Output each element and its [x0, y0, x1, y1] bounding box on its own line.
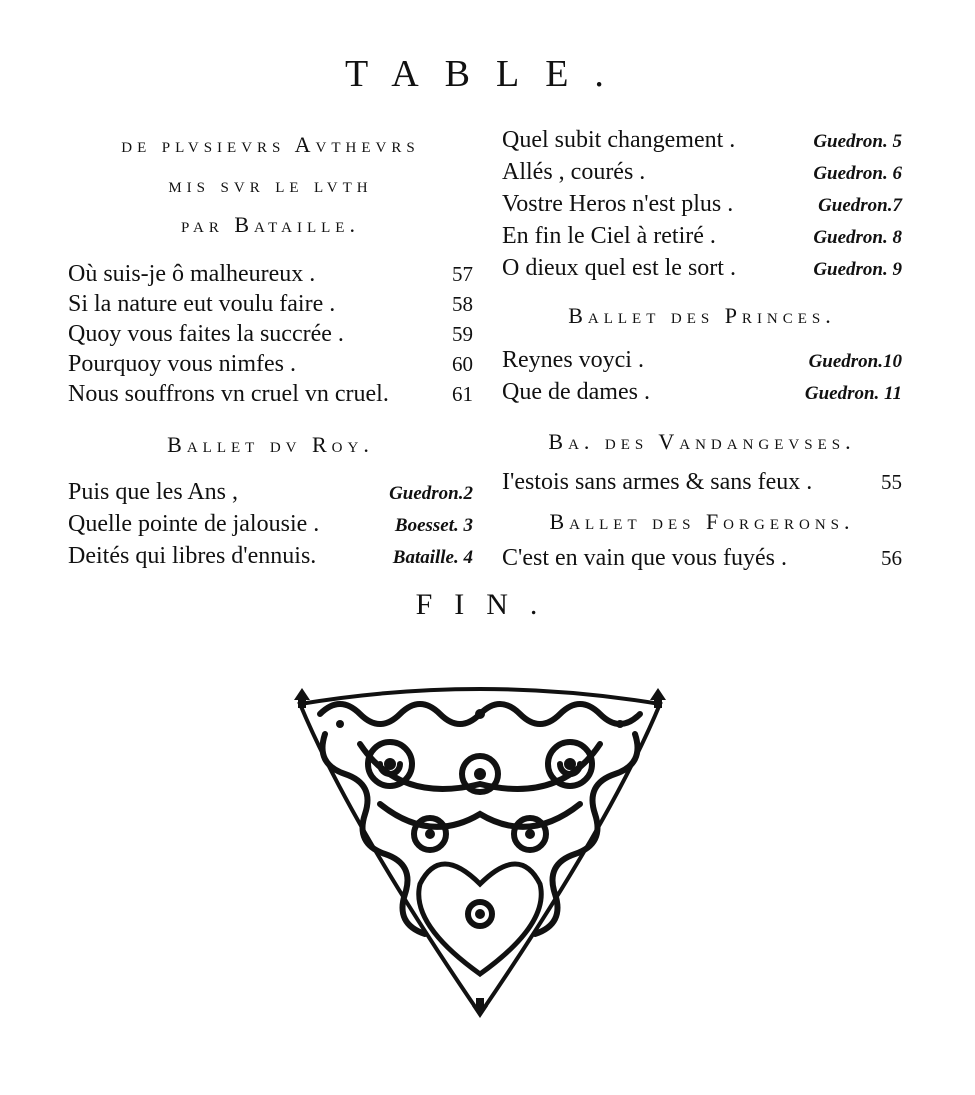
list-item	[68, 319, 473, 349]
entry-page: 60	[452, 352, 473, 376]
entry-page: 59	[452, 322, 473, 346]
entry-title: Où suis-je ô malheureux .	[68, 261, 316, 287]
entry-title: I'estois sans armes & sans feux .	[502, 469, 813, 495]
entry-list	[502, 467, 902, 497]
list-item	[68, 349, 473, 379]
right-column	[502, 125, 902, 573]
fin-label: FIN.	[415, 588, 560, 621]
list-item	[502, 377, 902, 409]
entry-composer: Bataille. 4	[392, 547, 473, 568]
list-item	[68, 509, 473, 541]
list-item	[502, 543, 902, 573]
entry-composer: Guedron.10	[808, 351, 902, 372]
entry-list	[68, 259, 473, 409]
list-item	[502, 221, 902, 253]
entry-composer: Guedron. 9	[813, 259, 902, 280]
section-heading: Ballet dv Roy.	[167, 432, 374, 457]
entry-title: C'est en vain que vous fuyés .	[502, 545, 787, 571]
entry-composer: Guedron. 8	[813, 227, 902, 248]
list-item	[502, 157, 902, 189]
list-item	[502, 125, 902, 157]
list-item	[68, 477, 473, 509]
entry-title: Pourquoy vous nimfes .	[68, 351, 296, 377]
section-heading: Ba. des Vandangevses.	[548, 429, 856, 454]
fleuron-ornament	[280, 684, 680, 1034]
entry-list	[502, 345, 902, 409]
entry-title: Nous souffrons vn cruel vn cruel.	[68, 381, 389, 407]
entry-title: Allés , courés .	[502, 159, 646, 185]
entry-title: En fin le Ciel à retiré .	[502, 223, 716, 249]
entry-title: Quoy vous faites la succrée .	[68, 321, 344, 347]
entry-title: O dieux quel est le sort .	[502, 255, 736, 281]
section-heading: Ballet des Forgerons.	[549, 509, 855, 534]
entry-composer: Boesset. 3	[394, 515, 473, 536]
entry-composer: Guedron. 5	[813, 131, 902, 152]
entry-composer: Guedron. 11	[804, 383, 902, 404]
heading-line: mis svr le lvth	[168, 172, 373, 197]
list-item	[502, 189, 902, 221]
list-item	[68, 259, 473, 289]
entry-title: Puis que les Ans ,	[68, 479, 239, 505]
entry-page: 55	[881, 470, 902, 494]
entry-title: Quel subit changement .	[502, 127, 736, 153]
entry-composer: Guedron. 6	[813, 163, 902, 184]
entry-title: Quelle pointe de jalousie .	[68, 511, 320, 537]
entry-page: 61	[452, 382, 473, 406]
entry-list	[502, 543, 902, 573]
entry-title: Reynes voyci .	[502, 347, 644, 373]
heading-line: par Bataille.	[181, 212, 360, 237]
list-item	[68, 541, 473, 573]
entry-list	[502, 125, 902, 285]
entry-page: 58	[452, 292, 473, 316]
list-item	[502, 467, 902, 497]
entry-title: Vostre Heros n'est plus .	[502, 191, 734, 217]
list-item	[68, 289, 473, 319]
entry-title: Que de dames .	[502, 379, 650, 405]
entry-list	[68, 477, 473, 573]
entry-page: 56	[881, 546, 902, 570]
entry-composer: Guedron.2	[389, 483, 473, 504]
page-title: TABLE.	[345, 53, 630, 95]
entry-title: Si la nature eut voulu faire .	[68, 291, 336, 317]
left-column	[68, 125, 473, 573]
entry-composer: Guedron.7	[818, 195, 902, 216]
entry-title: Deités qui libres d'ennuis.	[68, 543, 317, 569]
entry-page: 57	[452, 262, 473, 286]
list-item	[68, 379, 473, 409]
list-item	[502, 345, 902, 377]
heading-line: de plvsievrs Avthevrs	[121, 132, 420, 157]
section-heading: Ballet des Princes.	[568, 303, 836, 328]
list-item	[502, 253, 902, 285]
